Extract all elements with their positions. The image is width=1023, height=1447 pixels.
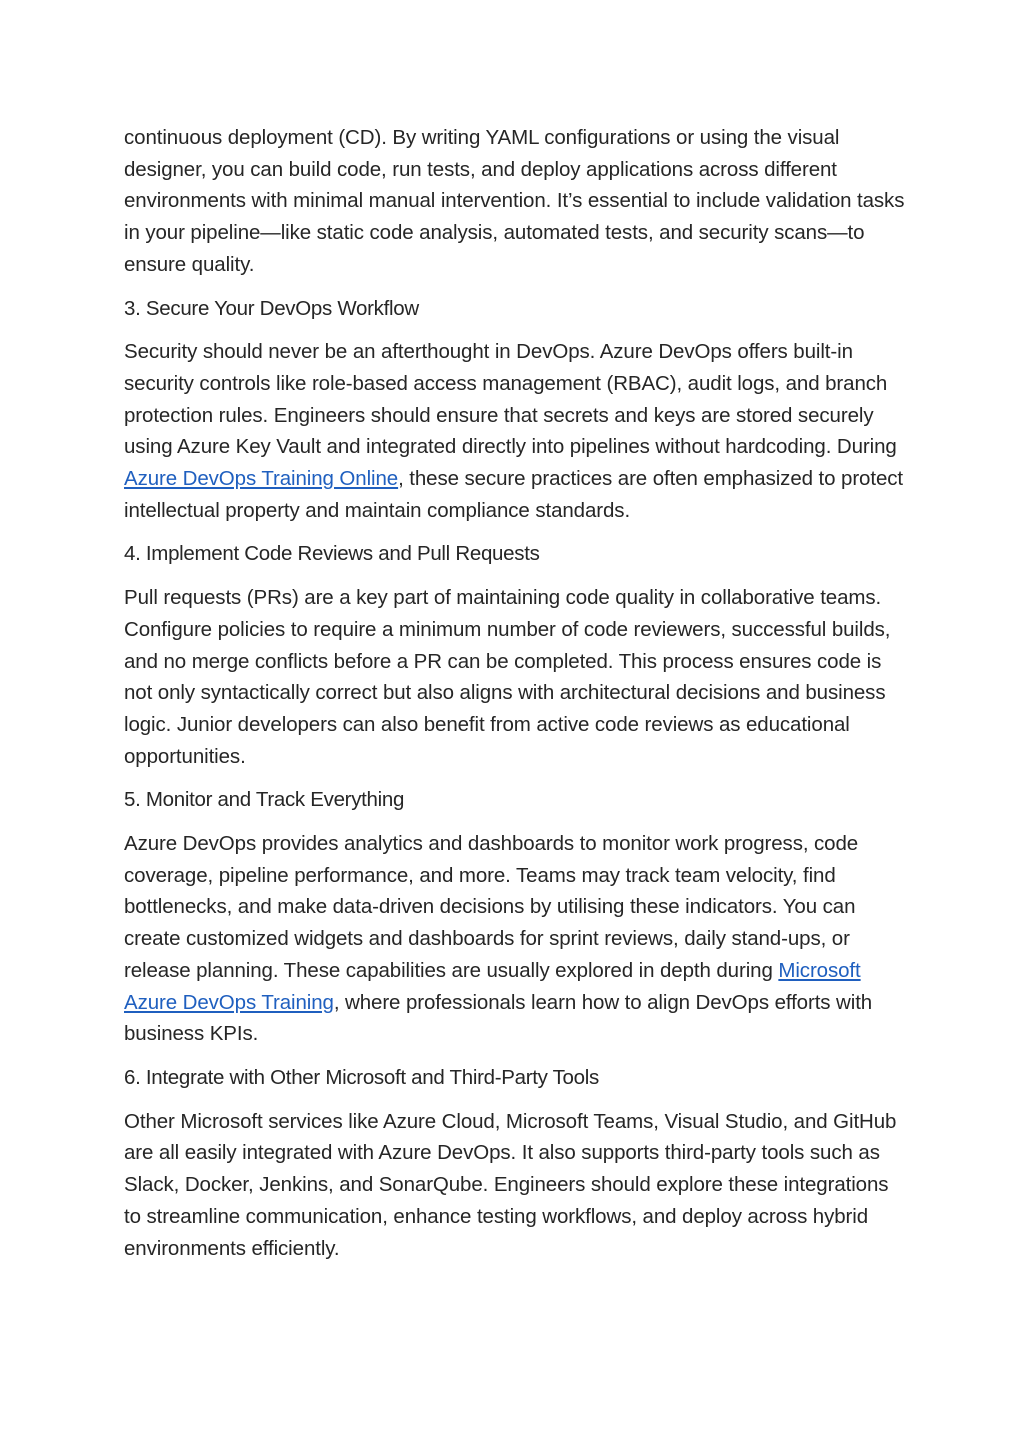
section-3-text-before-link: Security should never be an afterthought in DevOps. Azure DevOps offers built-in security controls like role-based access management (RBAC), audit logs, and branch protection rules. Engineers should ensure that secrets and keys are stored securely using Azure Key Vault and integrated directly into pipelines without hardcoding. During — [124, 340, 897, 459]
document-page — [124, 122, 909, 1276]
section-3-heading: 3. Secure Your DevOps Workflow — [124, 296, 419, 320]
section-5-heading: 5. Monitor and Track Everything — [124, 788, 405, 812]
section-6-heading: 6. Integrate with Other Microsoft and Third-Party Tools — [124, 1065, 599, 1089]
microsoft-azure-devops-training-link[interactable]: Microsoft Azure DevOps Training — [124, 958, 861, 1014]
section-3-text-after-link: , these secure practices are often emphasized to protect intellectual property and maintain compliance standards. — [124, 467, 903, 522]
section-4-heading: 4. Implement Code Reviews and Pull Requests — [124, 542, 540, 566]
intro-paragraph: continuous deployment (CD). By writing YAML configurations or using the visual designer, you can build code, run tests, and deploy applications across different environments with minimal manual intervention. It’s essential to include validation tasks in your pipeline—like static code analysis, automated tests, and security scans—to ensure quality. — [124, 126, 905, 276]
azure-devops-training-online-link[interactable]: Azure DevOps Training Online — [124, 467, 399, 491]
section-3-paragraph — [124, 336, 909, 526]
section-4-paragraph: Pull requests (PRs) are a key part of maintaining code quality in collaborative teams. Configure policies to require a minimum number of code reviewers, successful builds, and no merge conflicts before a PR can be completed. This process ensures code is not only syntactically correct but also aligns with architectural decisions and business logic. Junior developers can also benefit from active code reviews as educational opportunities. — [124, 586, 891, 768]
section-5-text-before-link: Azure DevOps provides analytics and dashboards to monitor work progress, code coverage, pipeline performance, and more. Teams may track team velocity, find bottlenecks, and make data-driven decisions by utilising these indicators. You can create customized widgets and dashboards for sprint reviews, daily stand-ups, or release planning. These capabilities are usually explored in depth during — [124, 832, 859, 982]
section-6-paragraph: Other Microsoft services like Azure Cloud, Microsoft Teams, Visual Studio, and GitHub are all easily integrated with Azure DevOps. It also supports third-party tools such as Slack, Docker, Jenkins, and SonarQube. Engineers should explore these integrations to streamline communication, enhance testing workflows, and deploy across hybrid environments efficiently. — [124, 1109, 897, 1260]
section-5-paragraph — [124, 828, 909, 1050]
section-5-text-after-link: , where professionals learn how to align DevOps efforts with business KPIs. — [124, 990, 873, 1046]
